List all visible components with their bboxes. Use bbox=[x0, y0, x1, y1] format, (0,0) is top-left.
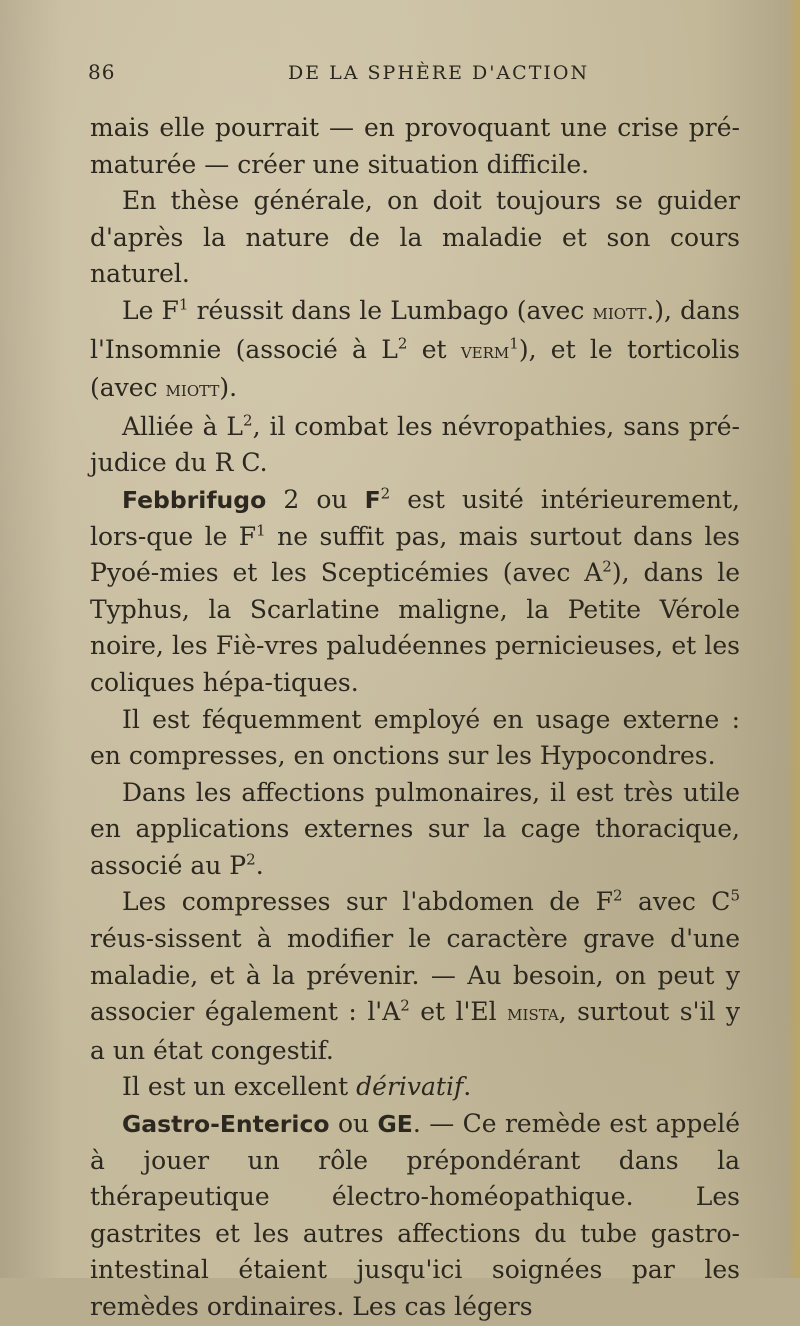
remedy-code: F bbox=[364, 485, 381, 514]
paragraph-7 bbox=[90, 775, 740, 885]
text-run: réussit dans le Lumbago (avec bbox=[188, 295, 593, 325]
text-run: ), dans le Typhus, la Scarlatine maligne, la Petite Vérole noire, les Fiè-vres paludéennes pernicieuses, et les coliques hépa-tiques. bbox=[90, 558, 740, 697]
page-number: 86 bbox=[88, 60, 116, 84]
text-run: Il est un excellent bbox=[122, 1072, 357, 1102]
text-run: ne suffit pas, mais surtout dans les Pyoé-mies et les Scepticémies (avec A bbox=[90, 521, 740, 588]
remedy-code: GE bbox=[377, 1110, 413, 1139]
paragraph-9 bbox=[90, 1069, 740, 1106]
paragraph-6 bbox=[90, 702, 740, 775]
small-caps-run: mista bbox=[507, 1001, 559, 1027]
superscript: 1 bbox=[256, 521, 266, 540]
text-run: . bbox=[463, 1072, 472, 1102]
text-run: réus-sissent à modifier le caractère grave d'une maladie, et à la prévenir. — Au besoin, on peut y associer également : l'A bbox=[90, 924, 740, 1027]
body-text bbox=[90, 110, 740, 1326]
superscript: 5 bbox=[730, 887, 740, 906]
paragraph-5 bbox=[90, 482, 740, 702]
text-run: Dans les affections pulmonaires, il est très utile en applications externes sur la cage thoracique, associé au P bbox=[90, 777, 740, 880]
superscript: 2 bbox=[400, 996, 410, 1015]
superscript: 2 bbox=[243, 411, 253, 430]
superscript: 2 bbox=[246, 850, 256, 869]
text-run: avec C bbox=[622, 887, 731, 917]
small-caps-run: miott bbox=[165, 377, 220, 403]
paragraph-10 bbox=[90, 1106, 740, 1326]
text-run: et l'El bbox=[409, 997, 508, 1027]
running-title: DE LA SPHÈRE D'ACTION bbox=[288, 62, 590, 84]
text-run: ou bbox=[329, 1109, 378, 1139]
text-run: En thèse générale, on doit toujours se guider d'après la nature de la maladie et son cours naturel. bbox=[90, 186, 740, 289]
page-header bbox=[88, 60, 740, 94]
paragraph-4 bbox=[90, 409, 740, 482]
text-run: et bbox=[407, 334, 461, 364]
text-run: mais elle pourrait — en provoquant une crise pré-maturée — créer une situation difficile. bbox=[90, 113, 740, 179]
text-run: . bbox=[255, 850, 264, 880]
text-run: Alliée à L bbox=[122, 411, 244, 441]
text-run: ). bbox=[219, 373, 238, 403]
superscript: 2 bbox=[602, 557, 612, 576]
text-run: , il combat les névropathies, sans pré-judice du R C. bbox=[90, 411, 741, 478]
small-caps-run: verm bbox=[460, 338, 510, 364]
paragraph-8 bbox=[90, 884, 740, 1069]
text-run: . — Ce remède est appelé à jouer un rôle prépondérant dans la thérapeutique électro-homéopathique. Les gastrites et les autres affections du tube gastro-intestinal étaient jusqu'ici soignées par les remèdes ordinaires. Les cas légers bbox=[90, 1109, 740, 1321]
remedy-name: Febbrifugo bbox=[122, 485, 267, 514]
text-run: .), dans l'Insomnie (associé à L bbox=[90, 295, 740, 364]
text-run: Les compresses sur l'abdomen de F bbox=[122, 887, 613, 917]
small-caps-run: miott bbox=[592, 299, 647, 325]
superscript: 1 bbox=[178, 295, 189, 314]
superscript: 2 bbox=[397, 334, 408, 353]
paragraph-3 bbox=[90, 293, 740, 409]
superscript: 2 bbox=[380, 484, 391, 503]
paragraph-2 bbox=[90, 183, 740, 293]
text-run: Le F bbox=[122, 295, 179, 325]
text-run: est usité intérieurement, lors-que le F bbox=[90, 484, 740, 551]
remedy-name: Gastro-Enterico bbox=[122, 1110, 330, 1139]
superscript: 1 bbox=[509, 334, 519, 353]
text-run: 2 ou bbox=[266, 484, 365, 514]
superscript: 2 bbox=[612, 887, 623, 906]
paragraph-1 bbox=[90, 110, 740, 183]
text-run: ), et le torticolis (avec bbox=[90, 334, 740, 403]
text-run: , surtout s'il y a un état congestif. bbox=[90, 997, 741, 1065]
text-run: Il est féquemment employé en usage externe : en compresses, en onctions sur les Hypocondres. bbox=[90, 704, 740, 771]
italic-run: dérivatif bbox=[356, 1072, 464, 1102]
